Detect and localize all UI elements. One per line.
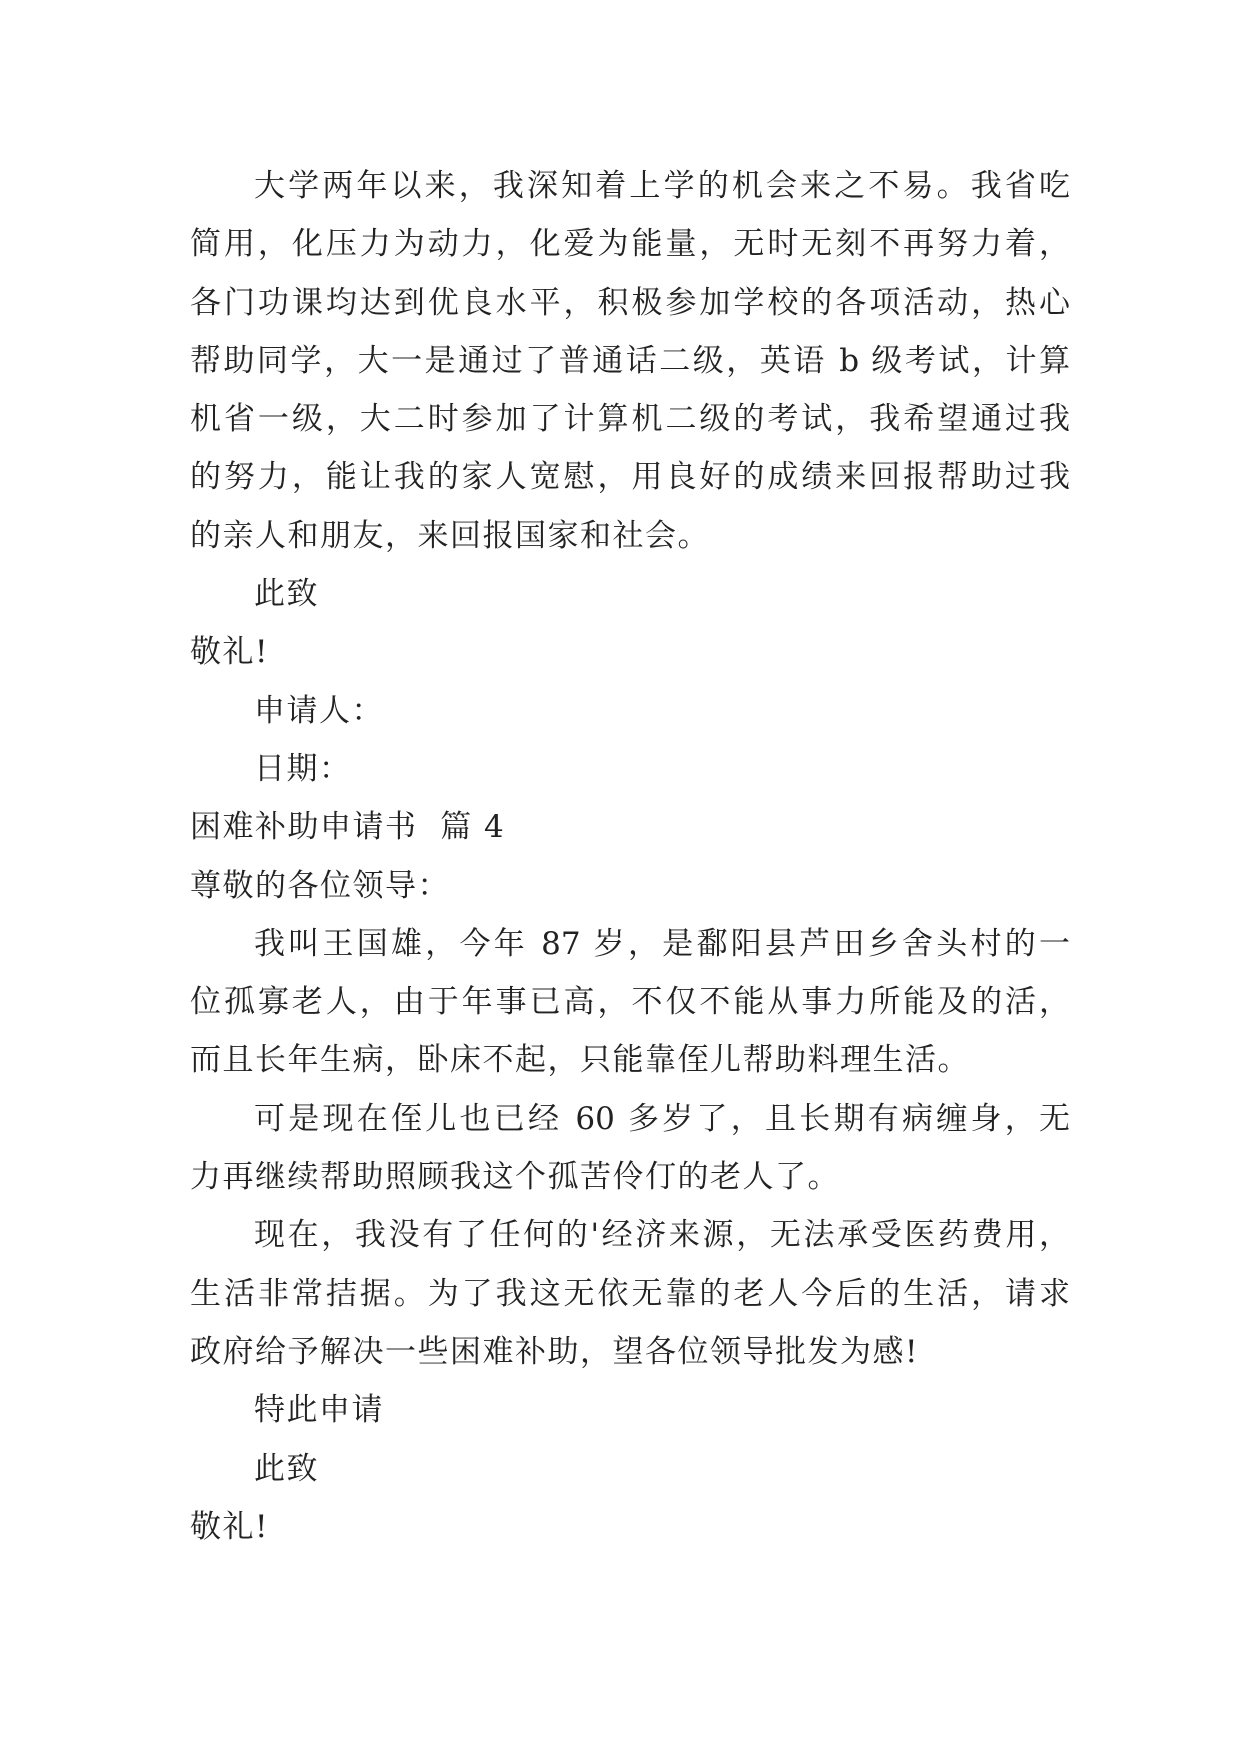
paragraph-line: 大学两年以来，我深知着上学的机会来之不易。我省吃 [254, 168, 1070, 204]
paragraph-line: 可是现在侄儿也已经 60 多岁了，且长期有病缠身，无 [254, 1100, 1070, 1137]
paragraph-line: 而且长年生病，卧床不起，只能靠侄儿帮助料理生活。 [190, 1042, 970, 1079]
closing-respect: 敬礼! [190, 1508, 269, 1545]
closing-request: 特此申请 [254, 1392, 384, 1429]
paragraph-line: 的亲人和朋友，来回报国家和社会。 [190, 517, 710, 554]
paragraph-line: 生活非常拮据。为了我这无依无靠的老人今后的生活，请求 [190, 1275, 1070, 1312]
closing-salutation: 此致 [254, 576, 319, 613]
paragraph-line: 的努力，能让我的家人宽慰，用良好的成绩来回报帮助过我 [190, 459, 1070, 496]
paragraph-line: 机省一级，大二时参加了计算机二级的考试，我希望通过我 [190, 401, 1070, 438]
date-label: 日期： [254, 750, 352, 787]
paragraph-line: 位孤寡老人，由于年事已高，不仅不能从事力所能及的活， [190, 984, 1070, 1021]
paragraph-line: 现在，我没有了任何的'经济来源，无法承受医药费用， [254, 1217, 1070, 1254]
closing-salutation: 此致 [254, 1450, 319, 1487]
paragraph-line: 简用，化压力为动力，化爱为能量，无时无刻不再努力着， [190, 226, 1070, 263]
paragraph-line: 各门功课均达到优良水平，积极参加学校的各项活动，热心 [190, 284, 1070, 321]
section-title: 困难补助申请书 篇 4 [190, 809, 506, 846]
paragraph-line: 力再继续帮助照顾我这个孤苦伶仃的老人了。 [190, 1159, 840, 1196]
paragraph-line: 我叫王国雄，今年 87 岁，是鄱阳县芦田乡舍头村的一 [254, 925, 1070, 962]
applicant-label: 申请人： [254, 692, 384, 729]
greeting: 尊敬的各位领导： [190, 867, 450, 904]
paragraph-line: 帮助同学，大一是通过了普通话二级，英语 b 级考试，计算 [190, 342, 1070, 379]
closing-respect: 敬礼! [190, 634, 269, 671]
document-body [190, 157, 1070, 1556]
paragraph-line: 政府给予解决一些困难补助，望各位领导批发为感! [190, 1333, 919, 1370]
